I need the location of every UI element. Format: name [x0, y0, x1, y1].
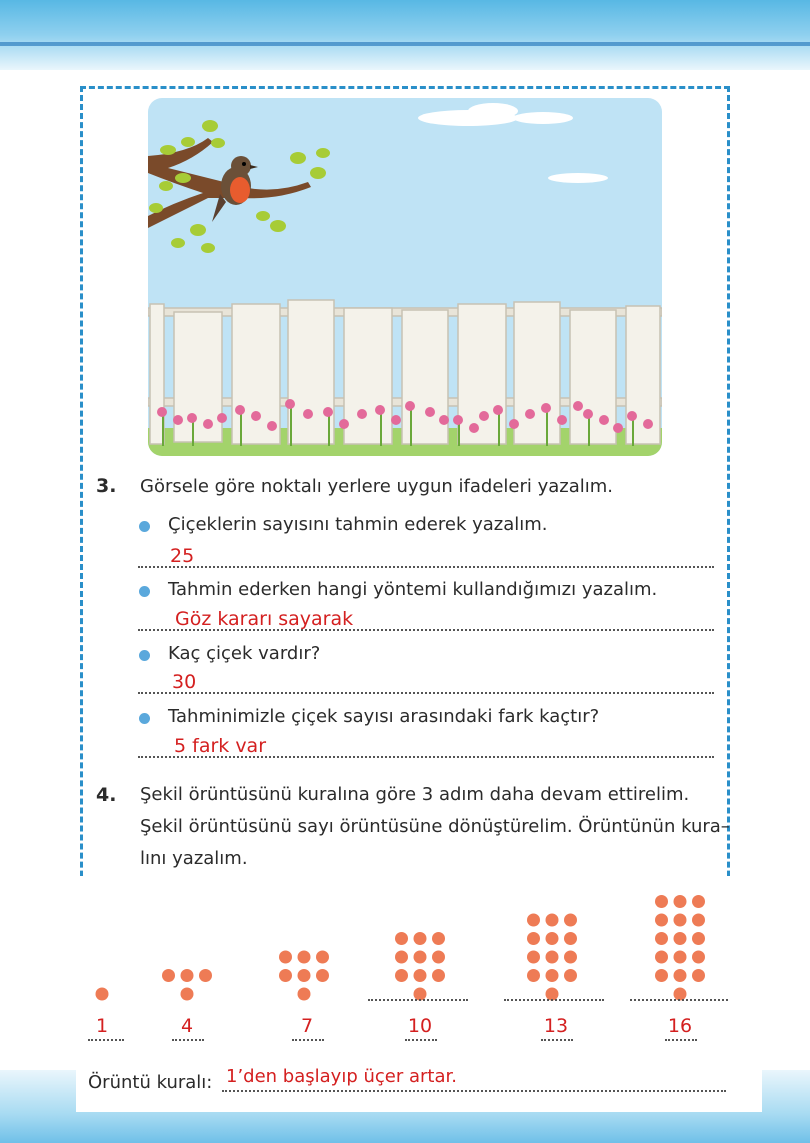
pattern-value-4[interactable]: 10 [407, 1015, 433, 1037]
bullet-icon [139, 521, 150, 532]
bullet-icon [139, 586, 150, 597]
question-3a-answer[interactable]: 25 [170, 545, 195, 567]
question-4-line-2: Şekil örüntüsünü sayı örüntüsüne dönüştürelim. Örüntünün kura– [140, 816, 730, 837]
question-4-number: 4. [96, 784, 117, 806]
bullet-icon [139, 650, 150, 661]
illustration-bird-fence-flowers [148, 98, 662, 456]
answer-line [138, 566, 714, 568]
question-3d-text: Tahminimizle çiçek sayısı arasındaki fark kaçtır? [168, 706, 600, 727]
question-3-prompt: Görsele göre noktalı yerlere uygun ifadeleri yazalım. [140, 476, 614, 497]
pattern-value-3: 7 [300, 1015, 314, 1037]
pattern-rule-answer[interactable]: 1’den başlayıp üçer artar. [226, 1066, 457, 1087]
value-line [88, 1039, 124, 1041]
rule-line [222, 1090, 726, 1092]
value-line [665, 1039, 697, 1041]
value-line [292, 1039, 324, 1041]
figure-line [630, 999, 728, 1001]
bullet-icon [139, 713, 150, 724]
pattern-rule-label: Örüntü kuralı: [88, 1072, 213, 1093]
value-line [405, 1039, 437, 1041]
figure-line [504, 999, 604, 1001]
header-band [0, 0, 810, 70]
question-3b-text: Tahmin ederken hangi yöntemi kullandığımızı yazalım. [168, 579, 658, 600]
pattern-value-2: 4 [180, 1015, 194, 1037]
question-4-line-3: lını yazalım. [140, 848, 248, 869]
answer-line [138, 629, 714, 631]
figure-line [368, 999, 468, 1001]
question-3a-text: Çiçeklerin sayısını tahmin ederek yazalım. [168, 514, 548, 535]
question-4-line-1: Şekil örüntüsünü kuralına göre 3 adım daha devam ettirelim. [140, 784, 690, 805]
answer-line [138, 692, 714, 694]
question-3-number: 3. [96, 475, 117, 497]
value-line [172, 1039, 204, 1041]
question-3c-text: Kaç çiçek vardır? [168, 643, 321, 664]
question-3c-answer[interactable]: 30 [172, 671, 197, 693]
pattern-value-1: 1 [95, 1015, 109, 1037]
value-line [541, 1039, 573, 1041]
pattern-value-6[interactable]: 16 [667, 1015, 693, 1037]
question-3b-answer[interactable]: Göz kararı sayarak [175, 608, 354, 630]
pattern-value-5[interactable]: 13 [543, 1015, 569, 1037]
header-stripe [0, 42, 810, 46]
answer-line [138, 756, 714, 758]
question-3d-answer[interactable]: 5 fark var [174, 735, 267, 757]
